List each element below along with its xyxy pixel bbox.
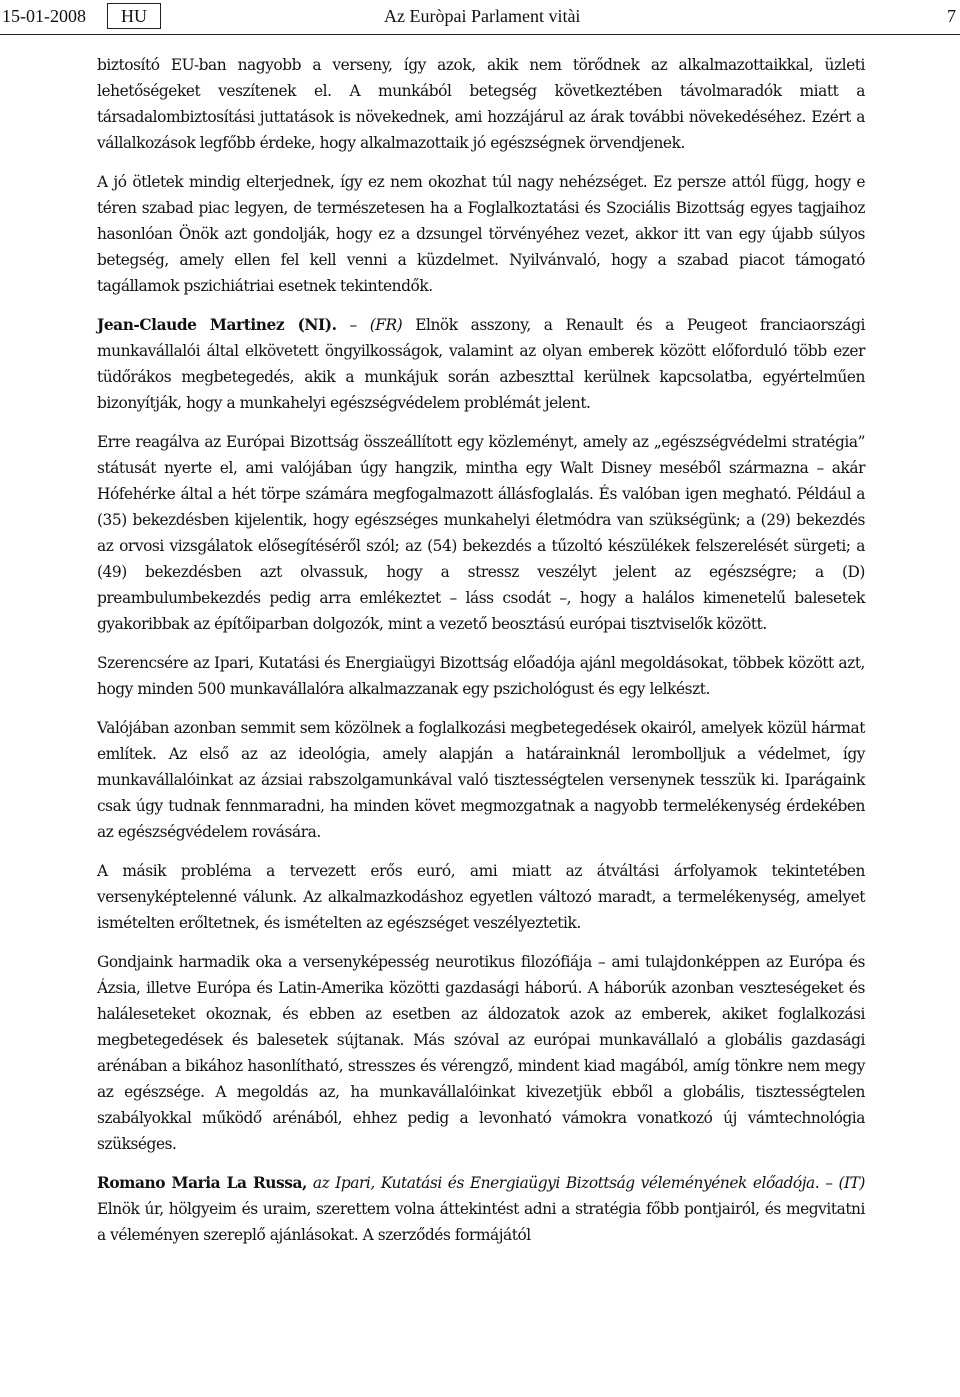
speech-dash: . – xyxy=(814,1174,839,1192)
speech-dash: – xyxy=(336,316,370,334)
speaker-name: Romano Maria La Russa, xyxy=(97,1174,307,1192)
paragraph: A jó ötletek mindig elterjednek, így ez nem okozhat túl nagy nehézséget. Ez persze attól függ, hogy e téren szabad piac legyen, de természetesen ha a Foglalkoztatási és Szociális Bizottság egyes tagjaihoz hasonlóan Önök azt gondolják, hogy ez a dzsungel törvényéhez vezet, akkor itt van egy újabb súlyos betegség, amely ellen fel kell venni a küzdelmet. Nyilvánvaló, hogy a szabad piacot támogató tagállamok pszichiátriai esetnek tekintendők. xyxy=(97,173,865,295)
paragraph: Szerencsére az Ipari, Kutatási és Energiaügyi Bizottság előadója ajánl megoldásokat, többek között azt, hogy minden 500 munkavállalóra alkalmazzanak egy pszichológust és egy lelkészt. xyxy=(97,654,865,698)
paragraph: biztosító EU-ban nagyobb a verseny, így azok, akik nem törődnek az alkalmazottaikkal, üzleti lehetőségeket veszítenek el. A munkából betegség következtében távolmaradók miatt a társadalombiztosítási juttatások is növekednek, ami hozzájárul az árak további növekedéséhez. Ezért a vállalkozások legfőbb érdeke, hogy alkalmazottaik jó egészségnek örvendjenek. xyxy=(97,56,865,152)
page-number: 7 xyxy=(947,6,956,26)
language-code: (FR) xyxy=(369,316,403,334)
speaker-role: az Ipari, Kutatási és Energiaügyi Bizottság véleményének előadója xyxy=(312,1174,815,1192)
speaker-name: Jean-Claude Martinez (NI). xyxy=(97,316,337,334)
header-title: Az Euròpai Parlament vitài xyxy=(384,6,581,26)
speech-text: Elnök asszony, a Renault és a Peugeot franciaországi munkavállalói által elkövetett öngyilkosságok, valamint az olyan emberek között előforduló több ezer tüdőrákos megbetegedés, akik a munkájuk során azbeszttal kerülnek kapcsolatba, egyértelműen bizonyítják, hogy a munkahelyi egészségvédelem problémát jelent. xyxy=(97,316,866,412)
speech-paragraph xyxy=(97,1170,865,1248)
paragraph: Gondjaink harmadik oka a versenyképesség neurotikus filozófiája – ami tulajdonképpen az Európa és Ázsia, illetve Európa és Latin-Amerika közötti gazdasági háború. A háborúk azonban veszteségeket és haláleseteket okoznak, és ebben az esetben az áldozatok azok az emberek, akiket foglalkozási megbetegedések és balesetek sújtanak. Más szóval az európai munkavállaló a globális gazdasági arénában a bikához hasonlítható, stresszes és vérengző, mindent kiad magából, amíg tönkre nem megy az egészsége. A megoldás az, ha munkavállalóinkat kivezetjük ebből a globális, tisztességtelen szabályokkal működő arénából, ehhez pedig a levonható vámokra vonatkozó új vámtechnológia szükséges. xyxy=(97,953,865,1153)
paragraph: Valójában azonban semmit sem közölnek a foglalkozási megbetegedések okairól, amelyek közül hármat említek. Az első az az ideológia, amely alapján a határainknál lerombolljuk a védelmet, így munkavállalóinkat az ázsiai rabszolgamunkával való tisztességtelen versenynek tesszük ki. Iparágaink csak úgy tudnak fennmaradni, ha minden követ megmozgatnak a nagyobb termelékenység érdekében az egészségvédelem rovására. xyxy=(97,719,865,841)
language-badge: HU xyxy=(107,3,161,29)
paragraph: Erre reagálva az Európai Bizottság összeállított egy közleményt, amely az „egészségvédelmi stratégia” státusát nyerte el, ami valójában úgy hangzik, mintha egy Walt Disney meséből származna – akár Hófehérke által a hét törpe számára megfogalmazott állásfoglalás. És valóban igen megható. Például a (35) bekezdésben kijelentik, hogy egészséges munkahelyi életmódra van szükségünk; a (29) bekezdés az orvosi vizsgálatok elősegítéséről szól; az (54) bekezdés a tűzoltó készülékek felszerelését sürgeti; a (49) bekezdésben azt olvassuk, hogy a stressz veszélyt jelent az egészségre; a (D) preambulumbekezdés pedig arra emlékeztet – láss csodát –, hogy a halálos kimenetelű balesetek gyakoribbak az építőiparban dolgozók, mint a vezető beosztású európai tisztviselők között. xyxy=(97,433,865,633)
page-header xyxy=(0,0,960,35)
document-body xyxy=(97,52,865,1261)
language-code: (IT) xyxy=(838,1174,865,1192)
speech-paragraph xyxy=(97,312,865,416)
speech-text: Elnök úr, hölgyeim és uraim, szerettem volna áttekintést adni a stratégia főbb pontjairól, és megvitatni a véleményen szereplő ajánlásokat. A szerződés formájától xyxy=(97,1200,865,1244)
paragraph: A másik probléma a tervezett erős euró, ami miatt az átváltási árfolyamok tekintetében versenyképtelenné válunk. Az alkalmazkodáshoz egyetlen változó maradt, a termelékenység, amelyet ismételten erőltetnek, és ismételten az egészséget veszélyeztetik. xyxy=(97,862,865,932)
header-date: 15-01-2008 xyxy=(2,6,86,26)
